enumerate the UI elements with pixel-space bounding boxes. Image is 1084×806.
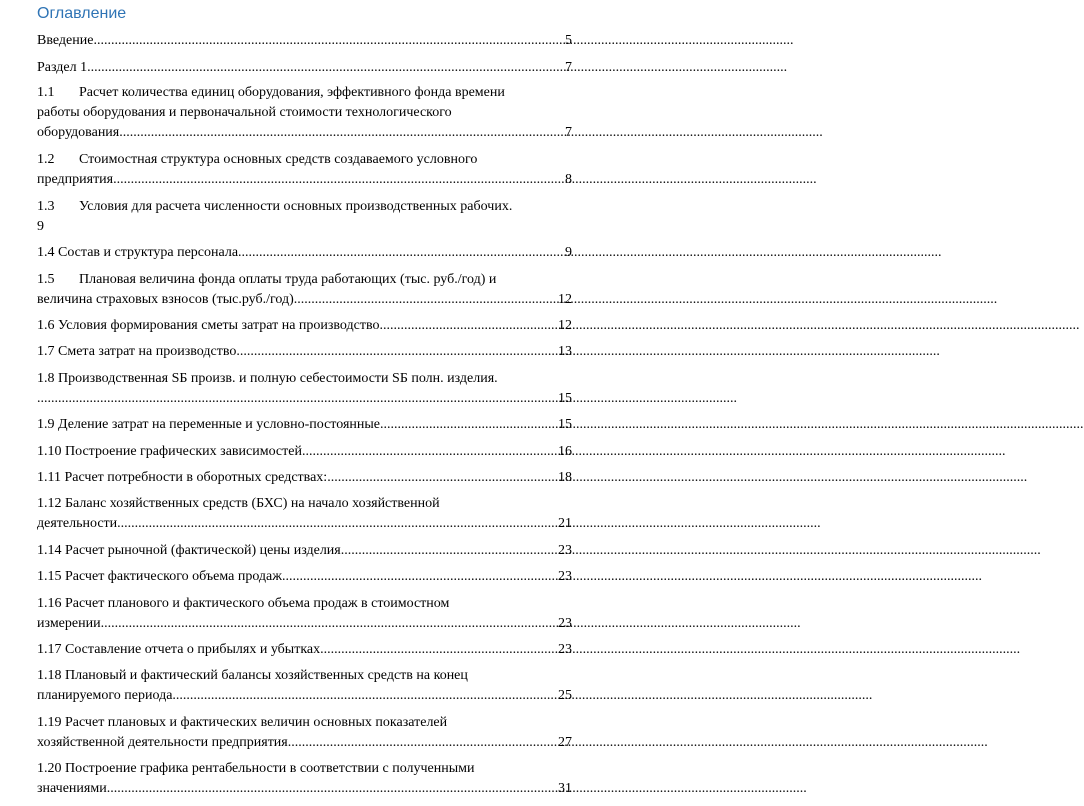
toc-entry-1-11[interactable] [37, 468, 572, 488]
toc-entry-number: 1.2 [37, 152, 55, 167]
dot-leader [172, 686, 556, 706]
toc-page-number: 9 [37, 219, 44, 234]
dot-leader [384, 415, 557, 435]
toc-entry-last-line: значениями [37, 781, 107, 796]
toc-entry-label: 1.6 Условия формирования сметы затрат на производство [37, 318, 380, 333]
dot-leader [320, 640, 556, 660]
dot-leader [121, 514, 556, 534]
dot-leader [117, 170, 563, 190]
toc-page-number: 15 [558, 417, 572, 432]
toc-entry-1-17[interactable] [37, 640, 572, 660]
toc-entry-label: 1.10 Построение графических зависимостей. [37, 444, 306, 459]
toc-entry-text-line: Стоимостная структура основных средств создаваемого условного [79, 152, 478, 167]
toc-entry-text-line: Плановая величина фонда оплаты труда работающих (тыс. руб./год) и [79, 272, 497, 287]
toc-entry-1-8[interactable] [37, 369, 572, 409]
toc-entry-last-line: хозяйственной деятельности предприятия [37, 735, 288, 750]
toc-page-number: 31 [558, 781, 572, 796]
dot-leader [242, 243, 563, 263]
dot-leader [37, 389, 556, 409]
toc-page-number: 21 [558, 516, 572, 531]
dot-leader [341, 541, 556, 561]
toc-entry-1-20[interactable] [37, 759, 572, 799]
toc-page-number: 13 [558, 344, 572, 359]
toc-entry-last-line: планируемого периода [37, 688, 173, 703]
toc-entry-1-3[interactable] [37, 197, 572, 237]
toc-entry-text-line: Условия для расчета численности основных производственных рабочих. [79, 199, 513, 214]
toc-entry-text-line: 1.20 Построение графика рентабельности в соответствии с полученными [37, 761, 475, 776]
toc-entry-text-line: 1.18 Плановый и фактический балансы хозяйственных средств на конец [37, 668, 468, 683]
toc-entry-1-12[interactable] [37, 494, 572, 534]
toc-entry-1-18[interactable] [37, 666, 572, 706]
toc-page-number: 25 [558, 688, 572, 703]
toc-entry-label: 1.15 Расчет фактического объема продаж [37, 569, 282, 584]
toc-entry-1-7[interactable] [37, 342, 572, 362]
toc-entry-1-16[interactable] [37, 594, 572, 634]
toc-entry-1-2[interactable] [37, 150, 572, 190]
toc-entry-text-line: 1.12 Баланс хозяйственных средств (БХС) на начало хозяйственной [37, 496, 440, 511]
dot-leader [107, 779, 556, 799]
toc-entry-text-line: 1.8 Производственная SБ произв. и полную себестоимости SБ полн. изделия. [37, 371, 498, 386]
toc-page-number: 5 [565, 33, 572, 48]
dot-leader [305, 442, 556, 462]
toc-entry-label: 1.9 Деление затрат на переменные и условно-постоянные. [37, 417, 384, 432]
toc-entry-1-1[interactable] [37, 83, 572, 143]
toc-entry-last-line: величина страховых взносов (тыс.руб./год). [37, 292, 298, 307]
toc-page-number: 7 [565, 60, 572, 75]
toc-entry-last-line: оборудования. [37, 125, 123, 140]
toc-entry-label: 1.17 Составление отчета о прибылях и убытках [37, 642, 321, 657]
toc-page-number: 7 [565, 125, 572, 140]
toc-entry-1-19[interactable] [37, 713, 572, 753]
toc-entry-label: 1.14 Расчет рыночной (фактической) цены изделия [37, 543, 341, 558]
toc-entry-1-4[interactable] [37, 243, 572, 263]
toc-entry-1-15[interactable] [37, 567, 572, 587]
toc-entry-text-line: 1.16 Расчет планового и фактического объема продаж в стоимостном [37, 596, 450, 611]
dot-leader [380, 316, 556, 336]
dot-leader [327, 468, 556, 488]
toc-entry-last-line: деятельности. [37, 516, 121, 531]
toc-entry-label: Введение [37, 33, 94, 48]
toc-page-number: 12 [558, 292, 572, 307]
toc-entry-label: 1.11 Расчет потребности в оборотных средствах: [37, 470, 328, 485]
dot-leader [297, 290, 556, 310]
toc-entry-last-line: предприятия. [37, 172, 117, 187]
dot-leader [87, 58, 563, 78]
toc-page-number: 23 [558, 616, 572, 631]
toc-page-number: 23 [558, 569, 572, 584]
toc-page-number: 23 [558, 642, 572, 657]
toc-entry-introduction[interactable] [37, 31, 572, 51]
toc-entry-label: Раздел 1 [37, 60, 88, 75]
dot-leader [101, 614, 556, 634]
toc-entry-1-6[interactable] [37, 316, 572, 336]
toc-page-number: 15 [558, 391, 572, 406]
toc-entry-last-line: измерении [37, 616, 101, 631]
toc-page-number: 18 [558, 470, 572, 485]
toc-page-number: 12 [558, 318, 572, 333]
toc-page-number: 16 [558, 444, 572, 459]
dot-leader [288, 733, 556, 753]
toc-entry-text-line: Расчет количества единиц оборудования, эффективного фонда времени [79, 85, 505, 100]
toc-entry-1-10[interactable] [37, 442, 572, 462]
toc-entry-1-9[interactable] [37, 415, 572, 435]
toc-entry-text-line: работы оборудования и первоначальной стоимости технологического [37, 105, 452, 120]
toc-entry-number: 1.5 [37, 272, 55, 287]
toc-entry-section-1[interactable] [37, 58, 572, 78]
toc-entry-1-14[interactable] [37, 541, 572, 561]
dot-leader [240, 342, 556, 362]
toc-entry-label: 1.7 Смета затрат на производство. [37, 344, 240, 359]
dot-leader [123, 123, 563, 143]
toc-title: Оглавление [37, 5, 127, 22]
dot-leader [282, 567, 556, 587]
dot-leader [93, 31, 563, 51]
toc-entry-label: 1.4 Состав и структура персонала. [37, 245, 242, 260]
toc-entry-1-5[interactable] [37, 270, 572, 310]
toc-entry-number: 1.3 [37, 199, 55, 214]
toc-page-number: 9 [565, 245, 572, 260]
toc-entry-number: 1.1 [37, 85, 55, 100]
toc-page-number: 23 [558, 543, 572, 558]
toc-page-number: 27 [558, 735, 572, 750]
toc-entry-text-line: 1.19 Расчет плановых и фактических величин основных показателей [37, 715, 448, 730]
toc-page-number: 8 [565, 172, 572, 187]
